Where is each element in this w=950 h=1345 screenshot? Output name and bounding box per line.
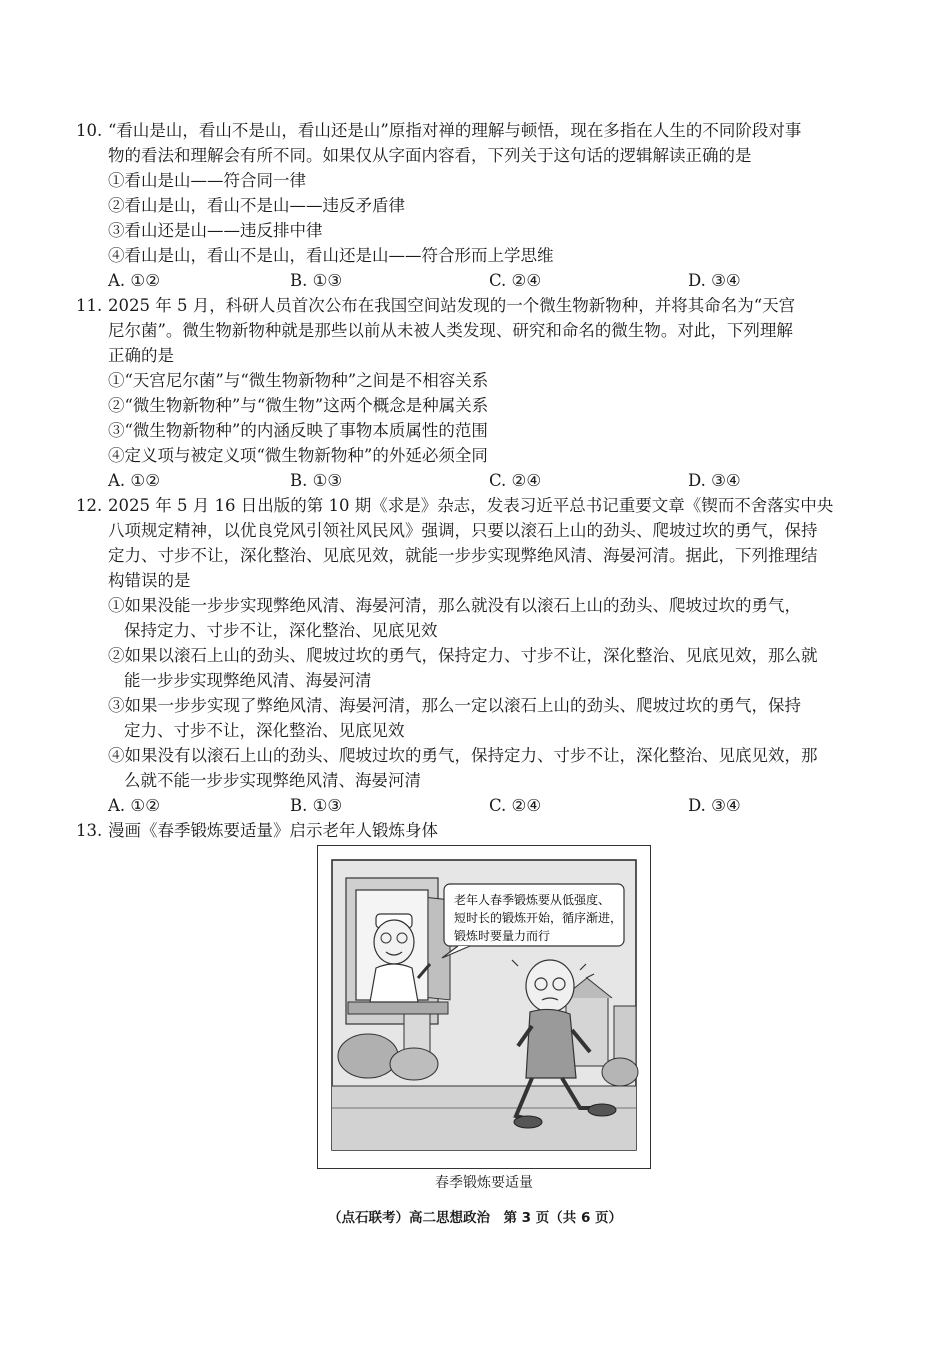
q12-stem-line-3: 定力、寸步不让，深化整治、见底见效，就能一步步实现弊绝风清、海晏河清。据此，下列推理结 <box>108 546 818 565</box>
q12-item-1-line-1: ①如果没能一步步实现弊绝风清、海晏河清，那么就没有以滚石上山的劲头、爬坡过坎的勇气， <box>108 596 801 615</box>
q11-item-4: ④定义项与被定义项“微生物新物种”的外延必须全同 <box>108 446 488 465</box>
figure-caption: 春季锻炼要适量 <box>435 1175 533 1191</box>
q11-options <box>76 468 888 493</box>
bubble-line-2: 短时长的锻炼开始，循序渐进， <box>454 911 623 925</box>
q11-stem-line-2: 尼尔菌”。微生物新物种就是那些以前从未被人类发现、研究和命名的微生物。对此，下列理解 <box>108 321 793 340</box>
q12-options <box>76 793 888 818</box>
q11-stem-line-1: 11. 2025 年 5 月，科研人员首次公布在我国空间站发现的一个微生物新物种，并将其命名为“天宫 <box>76 296 796 315</box>
bubble-line-1: 老年人春季锻炼要从低强度、 <box>454 893 611 907</box>
q12-item-1-line-2: 保持定力、寸步不让，深化整治、见底见效 <box>124 621 438 640</box>
q10-item-3: ③看山还是山——违反排中律 <box>108 221 323 240</box>
q12-option-d[interactable]: D. ③④ <box>688 796 741 815</box>
cartoon-figure <box>317 845 651 1169</box>
q12-item-4-line-1: ④如果没有以滚石上山的劲头、爬坡过坎的勇气，保持定力、寸步不让，深化整治、见底见效，那 <box>108 746 818 765</box>
q11-option-b[interactable]: B. ①③ <box>290 471 343 490</box>
q11-item-3: ③“微生物新物种”的内涵反映了事物本质属性的范围 <box>108 421 488 440</box>
q10-item-4: ④看山是山，看山不是山，看山还是山——符合形而上学思维 <box>108 246 554 265</box>
q10-option-a[interactable]: A. ①② <box>108 271 160 290</box>
q10-stem-line-2: 物的看法和理解会有所不同。如果仅从字面内容看，下列关于这句话的逻辑解读正确的是 <box>108 146 752 165</box>
q12-item-4-line-2: 么就不能一步步实现弊绝风清、海晏河清 <box>124 771 421 790</box>
q10-option-d[interactable]: D. ③④ <box>688 271 741 290</box>
q11-option-c[interactable]: C. ②④ <box>489 471 542 490</box>
q12-stem-line-2: 八项规定精神，以优良党风引领社风民风》强调，只要以滚石上山的劲头、爬坡过坎的勇气，保持 <box>108 521 818 540</box>
q10-item-2: ②看山是山，看山不是山——违反矛盾律 <box>108 196 405 215</box>
q11-item-1: ①“天宫尼尔菌”与“微生物新物种”之间是不相容关系 <box>108 371 489 390</box>
q12-item-2-line-2: 能一步步实现弊绝风清、海晏河清 <box>124 671 372 690</box>
q10-options <box>76 268 888 293</box>
question-11 <box>76 293 888 493</box>
q11-option-a[interactable]: A. ①② <box>108 471 160 490</box>
q12-option-b[interactable]: B. ①③ <box>290 796 343 815</box>
q10-stem-line-1: 10. “看山是山，看山不是山，看山还是山”原指对禅的理解与顿悟，现在多指在人生的不同阶段对事 <box>76 121 802 140</box>
q11-stem-line-3: 正确的是 <box>108 346 174 365</box>
page-footer: （点石联考）高二思想政治 第 3 页（共 6 页） <box>327 1210 623 1226</box>
cartoon-illustration <box>318 846 650 1168</box>
q12-stem-line-1: 12. 2025 年 5 月 16 日出版的第 10 期《求是》杂志，发表习近平总书记重要文章《锲而不舍落实中央 <box>76 496 834 515</box>
question-12 <box>76 493 888 818</box>
q10-option-b[interactable]: B. ①③ <box>290 271 343 290</box>
q11-item-2: ②“微生物新物种”与“微生物”这两个概念是种属关系 <box>108 396 489 415</box>
q12-option-a[interactable]: A. ①② <box>108 796 160 815</box>
question-10 <box>76 118 888 293</box>
q11-option-d[interactable]: D. ③④ <box>688 471 741 490</box>
q12-stem-line-4: 构错误的是 <box>108 571 191 590</box>
q12-option-c[interactable]: C. ②④ <box>489 796 542 815</box>
q12-item-3-line-2: 定力、寸步不让，深化整治、见底见效 <box>124 721 405 740</box>
q12-item-3-line-1: ③如果一步步实现了弊绝风清、海晏河清，那么一定以滚石上山的劲头、爬坡过坎的勇气，保持 <box>108 696 801 715</box>
q10-option-c[interactable]: C. ②④ <box>489 271 542 290</box>
q10-item-1: ①看山是山——符合同一律 <box>108 171 306 190</box>
bubble-line-3: 锻炼时要量力而行 <box>454 929 551 943</box>
q12-item-2-line-1: ②如果以滚石上山的劲头、爬坡过坎的勇气，保持定力、寸步不让，深化整治、见底见效，那么就 <box>108 646 818 665</box>
q13-stem-line-1: 13. 漫画《春季锻炼要适量》启示老年人锻炼身体 <box>76 821 438 840</box>
question-13 <box>76 818 888 843</box>
